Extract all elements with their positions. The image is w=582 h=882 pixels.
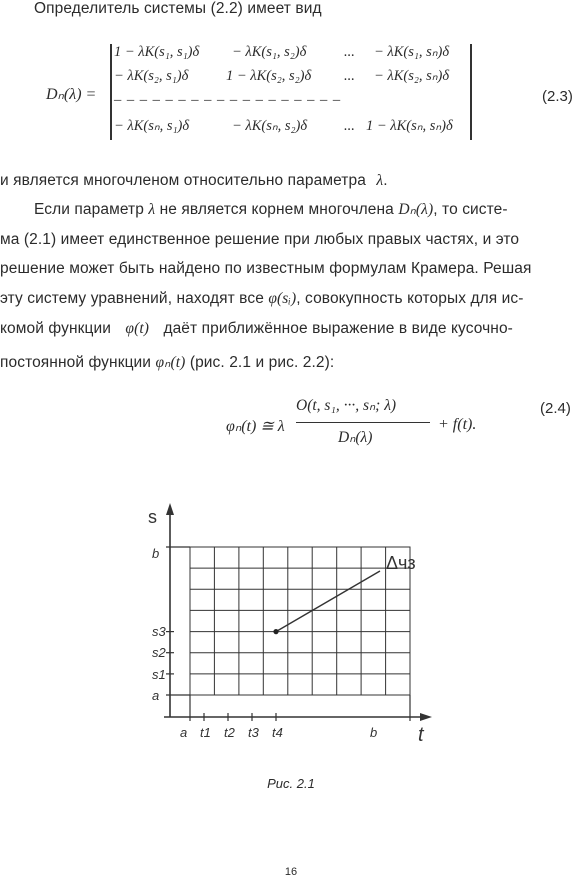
det-bar-left: [110, 44, 112, 140]
x-label-t3: t3: [248, 725, 259, 740]
para2-line2: ма (2.1) имеет единственное решение при любых правых частях, и это: [0, 231, 520, 248]
para2-line1: Если параметр λ не является корнем многочлена Dₙ(λ), то систе-: [34, 201, 508, 218]
t-axis-arrow: [420, 713, 432, 721]
para2-line4: эту систему уравнений, находят все φ(sᵢ), совокупность которых для ис-: [0, 290, 524, 307]
x-label-b: b: [370, 725, 378, 740]
s-axis-label: s: [148, 507, 157, 527]
eq24-denominator: Dₙ(λ): [338, 429, 373, 446]
para2-line6: постоянной функции φₙ(t) (рис. 2.1 и рис. 2.2):: [0, 354, 335, 371]
x-label-a: a: [180, 725, 188, 740]
y-label-s1: s1: [152, 667, 166, 682]
eq24-tail: + f(t).: [438, 416, 477, 433]
s-axis-arrow: [166, 503, 174, 515]
eq24-lhs: φₙ(t) ≅ λ: [226, 418, 285, 435]
x-label-t4: t4: [272, 725, 283, 740]
para2-line5: комой функции φ(t) даёт приближённое выражение в виде кусочно-: [0, 320, 513, 337]
delta-line: [276, 571, 380, 632]
intro-line: Определитель системы (2.2) имеет вид: [34, 0, 322, 17]
after-determinant-line: и является многочленом относительно параметра λ.: [0, 172, 388, 189]
equation-number-2-4: (2.4): [540, 400, 571, 417]
determinant-lhs: Dₙ(λ) =: [46, 86, 97, 103]
equation-number-2-3: (2.3): [542, 88, 573, 105]
x-label-t2: t2: [224, 725, 235, 740]
determinant-matrix: 1 − λK(s₁, s₁)δ − λK(s₁, s₂)δ ... − λK(s₁, sₙ)δ − λK(s₂, s₁)δ 1 − λK(s₂, s₂)δ ... − λK(s₂, sₙ)δ – – – – – – – – – – – – – – – – – – − λK(sₙ, s₁)δ − λK(sₙ, s₂)δ ... 1 − λK(sₙ, sₙ)δ: [114, 44, 453, 134]
matrix-dash-row: – – – – – – – – – – – – – – – – – –: [114, 92, 342, 108]
para2-line3: решение может быть найдено по известным формулам Крамера. Решая: [0, 260, 532, 277]
delta-annotation: Δчз: [386, 553, 416, 573]
x-label-t1: t1: [200, 725, 211, 740]
determinant-equation: [40, 44, 580, 144]
eq24-fraction-bar: [296, 422, 430, 423]
y-label-b: b: [152, 546, 160, 561]
equation-2-4: [0, 392, 582, 462]
page-number: 16: [284, 866, 298, 878]
figure-2-1: [130, 495, 450, 755]
start-point: [273, 629, 278, 634]
y-label-a: a: [152, 688, 160, 703]
eq24-numerator: O(t, s₁, ···, sₙ; λ): [296, 397, 397, 414]
t-axis-label: t: [418, 724, 424, 746]
y-label-s2: s2: [152, 645, 166, 660]
grid: [190, 547, 410, 695]
figure-caption: Рис. 2.1: [267, 776, 315, 791]
det-bar-right: [470, 44, 472, 140]
y-label-s3: s3: [152, 624, 166, 639]
